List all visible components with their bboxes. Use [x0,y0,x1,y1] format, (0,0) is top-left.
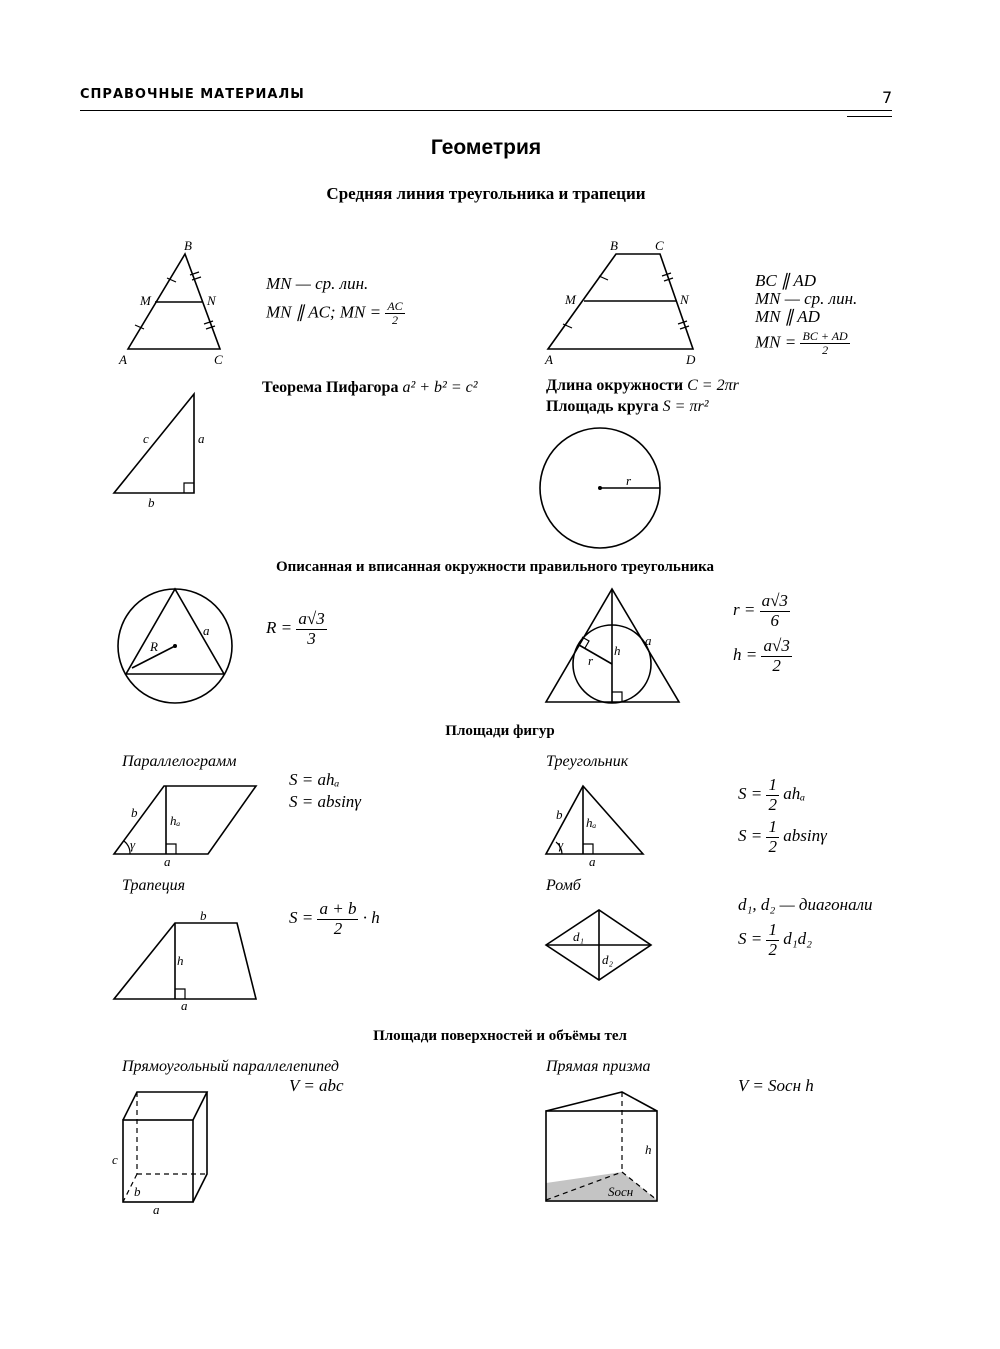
rhombus-figure [546,910,651,980]
trap-line-3: MN ∥ AD [755,307,820,326]
trap-label-n: N [680,292,689,307]
triangle-f1-rhs: ahₐ [783,784,806,804]
rhombus-label-d1: d₁ [573,929,585,944]
trap-midline-fraction [800,330,849,357]
pythagoras-formula: a² + b² = c² [402,379,478,396]
tri-frac-den: 2 [391,313,398,328]
triangle-f1-num: 1 [768,775,777,794]
inradius-num: a√3 [761,591,788,610]
pyth-label-b: b [148,495,155,510]
height-den: 2 [772,655,781,675]
box-label-c: c [112,1152,118,1167]
prism-formula: V = Sосн h [738,1076,814,1095]
pythagoras-triangle-figure [114,394,194,493]
circumcenter-point [173,644,177,648]
trap-line-2: MN — ср. лин. [755,289,858,308]
triangle-f2-den: 2 [768,836,777,856]
tri-midline-formula-text: MN ∥ AC; MN = [266,302,382,322]
circumradius-num: a√3 [298,609,325,628]
atri-label-gamma: γ [558,837,564,852]
inscribed-circle-figure [546,589,679,703]
inradius-lhs: r = [733,600,756,620]
tri-label-m: M [140,293,151,308]
circle-area-line [546,398,709,416]
trap-line-1: BC ∥ AD [755,271,817,290]
trap-midline-formula-text: MN = [755,332,797,352]
pythagoras-line [262,379,478,397]
triangle-title: Треугольник [546,753,629,770]
parallelogram-title: Параллелограмм [122,753,237,770]
height-num: a√3 [763,636,790,655]
inradius-fraction [760,592,790,630]
tri-frac-num: AC [387,299,403,313]
pythagoras-text: Теорема Пифагора [262,379,399,396]
prism-title: Прямая призма [546,1058,651,1075]
atrap-label-b: b [200,908,207,923]
trap-midline-formula [755,330,850,357]
trap-label-d: D [686,352,696,367]
trap-label-b: B [610,238,618,253]
page-number: 7 [882,88,893,107]
height-fraction [761,637,791,675]
height-formula [733,637,792,675]
pyth-label-c: c [143,431,149,446]
area-trapezoid-figure [114,923,256,999]
tri-midline-formula [266,300,405,327]
circle-area-formula: S = πr² [662,398,709,415]
triangle-f2-lhs: S = [738,826,763,846]
rhombus-formula-2 [738,921,812,959]
trapezoid-num: a + b [319,899,357,918]
atri-label-h: hₐ [586,815,597,830]
circle-length-line [546,377,739,395]
inscr-label-r: r [588,653,594,668]
triangle-f1-fraction [766,776,779,814]
triangle-formula-2 [738,818,827,856]
page-title: Геометрия [430,136,542,159]
inscr-label-a: a [645,633,652,648]
tri-label-c: C [214,352,223,367]
rhombus-f2-rhs: d₁d₂ [783,929,813,949]
triangle-f2-fraction [766,818,779,856]
rhombus-title: Ромб [546,877,581,894]
atrap-label-a: a [181,998,188,1013]
tri-midline-fraction [385,300,404,327]
trap-label-a: A [545,352,553,367]
tri-midline-def: MN — ср. лин. [266,274,369,293]
rhombus-f2-lhs: S = [738,929,763,949]
inscr-label-h: h [614,643,621,658]
box-title: Прямоугольный параллелепипед [122,1058,339,1075]
trap-frac-den: 2 [822,343,829,358]
solids-heading: Площади поверхностей и объёмы тел [373,1028,627,1044]
triangle-f1-lhs: S = [738,784,763,804]
triangle-f1-den: 2 [768,794,777,814]
rhombus-label-d2: d₂ [602,952,614,967]
circle-length-formula: C = 2πr [687,377,739,394]
trap-label-m: M [565,292,576,307]
inradius-formula [733,592,790,630]
circle-area-text: Площадь круга [546,398,659,415]
regular-triangle-heading: Описанная и вписанная окружности правильного треугольника [275,559,715,575]
triangle-f2-rhs: absinγ [783,826,827,846]
trapezoid-formula [289,900,380,938]
parallelogram-formula-2: S = absinγ [289,792,362,811]
trapezoid-rhs: · h [362,908,380,928]
circumradius-lhs: R = [266,618,293,638]
atri-label-a: a [589,854,596,869]
circumradius-fraction [296,610,326,648]
tri-label-b: B [184,238,192,253]
trapezoid-den: 2 [333,918,343,938]
par-label-h: hₐ [170,813,181,828]
prism-figure [546,1092,657,1201]
par-label-a: a [164,854,171,869]
circum-label-a: a [203,623,210,638]
trapezoid-lhs: S = [289,908,314,928]
circum-label-r: R [150,639,158,654]
midline-heading: Средняя линия треугольника и трапеции [326,184,646,203]
triangle-formula-1 [738,776,805,814]
atrap-label-h: h [177,953,184,968]
atri-label-b: b [556,807,563,822]
par-label-gamma: γ [130,837,136,852]
triangle-f2-num: 1 [768,817,777,836]
trapezoid-fraction [317,900,358,938]
trap-frac-num: BC + AD [802,329,848,343]
trapezoid-title: Трапеция [122,877,186,894]
parallelogram-formula-1: S = ahₐ [289,770,340,789]
box-label-b: b [134,1184,141,1199]
inradius-den: 6 [770,610,780,630]
rhombus-f2-den: 2 [768,939,777,959]
rhombus-formula-1: d₁, d₂ — диагонали [738,895,873,914]
prism-label-base: Sосн [608,1184,634,1199]
circumradius-den: 3 [307,628,316,648]
prism-label-h: h [645,1142,652,1157]
circle-label-r: r [626,473,632,488]
tri-label-n: N [207,293,216,308]
pyth-label-a: a [198,431,205,446]
circle-length-text: Длина окружности [546,377,684,394]
rhombus-f2-num: 1 [768,920,777,939]
trap-label-c: C [655,238,664,253]
running-header: СПРАВОЧНЫЕ МАТЕРИАЛЫ [80,87,305,102]
par-label-b: b [131,805,138,820]
tri-label-a: A [119,352,127,367]
circumradius-formula [266,610,327,648]
height-lhs: h = [733,645,758,665]
box-label-a: a [153,1202,160,1217]
parallelogram-figure [114,786,256,854]
areas-heading: Площади фигур [445,723,555,739]
circle-center-point [598,486,602,490]
rhombus-f2-fraction [766,921,779,959]
box-formula: V = abc [289,1076,344,1095]
